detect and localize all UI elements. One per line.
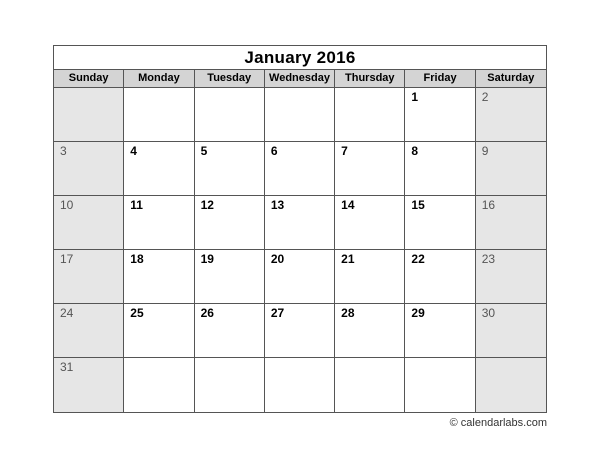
day-number: 7 [341, 144, 348, 158]
weekday-friday: Friday [405, 70, 475, 87]
day-number: 13 [270, 198, 285, 212]
day-cell-12 [195, 196, 265, 250]
day-number: 28 [341, 306, 355, 320]
day-cell-4 [124, 142, 194, 196]
weekday-monday: Monday [124, 70, 194, 87]
day-cell-21 [335, 250, 405, 304]
empty-day-cell [335, 88, 405, 142]
day-cell-3 [54, 142, 124, 196]
day-cell-9 [476, 142, 546, 196]
empty-day-cell [335, 358, 405, 412]
empty-day-cell [124, 88, 194, 142]
empty-day-cell [405, 358, 475, 412]
day-cell-26 [195, 304, 265, 358]
empty-day-cell [476, 358, 546, 412]
day-number: 5 [200, 144, 208, 158]
empty-day-cell [124, 358, 194, 412]
day-number: 25 [130, 306, 144, 320]
day-number: 22 [411, 252, 425, 266]
day-number: 18 [130, 252, 144, 266]
weekday-sunday: Sunday [54, 70, 124, 87]
day-cell-14 [335, 196, 405, 250]
month-calendar [53, 45, 547, 413]
day-cell-18 [124, 250, 194, 304]
weekday-thursday: Thursday [335, 70, 405, 87]
day-number: 23 [481, 252, 496, 266]
day-number: 29 [411, 306, 425, 320]
day-number: 20 [270, 252, 285, 266]
day-number: 30 [481, 306, 496, 320]
day-cell-10 [54, 196, 124, 250]
day-number: 15 [411, 198, 425, 212]
day-cell-27 [265, 304, 335, 358]
day-number: 6 [270, 144, 278, 158]
day-number: 3 [60, 144, 67, 158]
day-cell-19 [195, 250, 265, 304]
day-cell-15 [405, 196, 475, 250]
day-number: 21 [341, 252, 355, 266]
empty-day-cell [54, 88, 124, 142]
day-number: 10 [60, 198, 74, 212]
day-number: 14 [341, 198, 355, 212]
empty-day-cell [265, 88, 335, 142]
day-cell-7 [335, 142, 405, 196]
day-number: 12 [200, 198, 214, 212]
day-cell-6 [265, 142, 335, 196]
day-cell-31 [54, 358, 124, 412]
day-cell-20 [265, 250, 335, 304]
day-number: 4 [130, 144, 137, 158]
day-cell-23 [476, 250, 546, 304]
day-cell-1 [405, 88, 475, 142]
day-number: 27 [270, 306, 285, 320]
day-number: 17 [60, 252, 74, 266]
day-number: 2 [481, 90, 489, 104]
calendar-grid [54, 88, 546, 412]
day-cell-28 [335, 304, 405, 358]
day-number: 31 [60, 360, 74, 374]
day-cell-25 [124, 304, 194, 358]
day-cell-8 [405, 142, 475, 196]
weekday-saturday: Saturday [487, 72, 535, 84]
day-cell-24 [54, 304, 124, 358]
day-number: 11 [130, 198, 143, 212]
day-number: 9 [481, 144, 489, 158]
empty-day-cell [195, 88, 265, 142]
weekday-tuesday: Tuesday [195, 70, 265, 87]
day-cell-22 [405, 250, 475, 304]
day-number: 1 [411, 90, 419, 104]
day-cell-17 [54, 250, 124, 304]
day-cell-29 [405, 304, 475, 358]
day-cell-16 [476, 196, 546, 250]
day-cell-13 [265, 196, 335, 250]
day-number: 16 [481, 198, 496, 212]
weekday-header-row [54, 70, 546, 88]
calendar-title: January 2016 [54, 46, 546, 70]
empty-day-cell [195, 358, 265, 412]
day-number: 24 [60, 306, 74, 320]
day-number: 19 [200, 252, 214, 266]
day-number: 26 [200, 306, 214, 320]
empty-day-cell [265, 358, 335, 412]
copyright-footer: © calendarlabs.com [449, 417, 547, 429]
day-cell-2 [476, 88, 546, 142]
day-number: 8 [411, 144, 419, 158]
weekday-wednesday: Wednesday [265, 70, 335, 87]
day-cell-5 [195, 142, 265, 196]
day-cell-11 [124, 196, 194, 250]
day-cell-30 [476, 304, 546, 358]
